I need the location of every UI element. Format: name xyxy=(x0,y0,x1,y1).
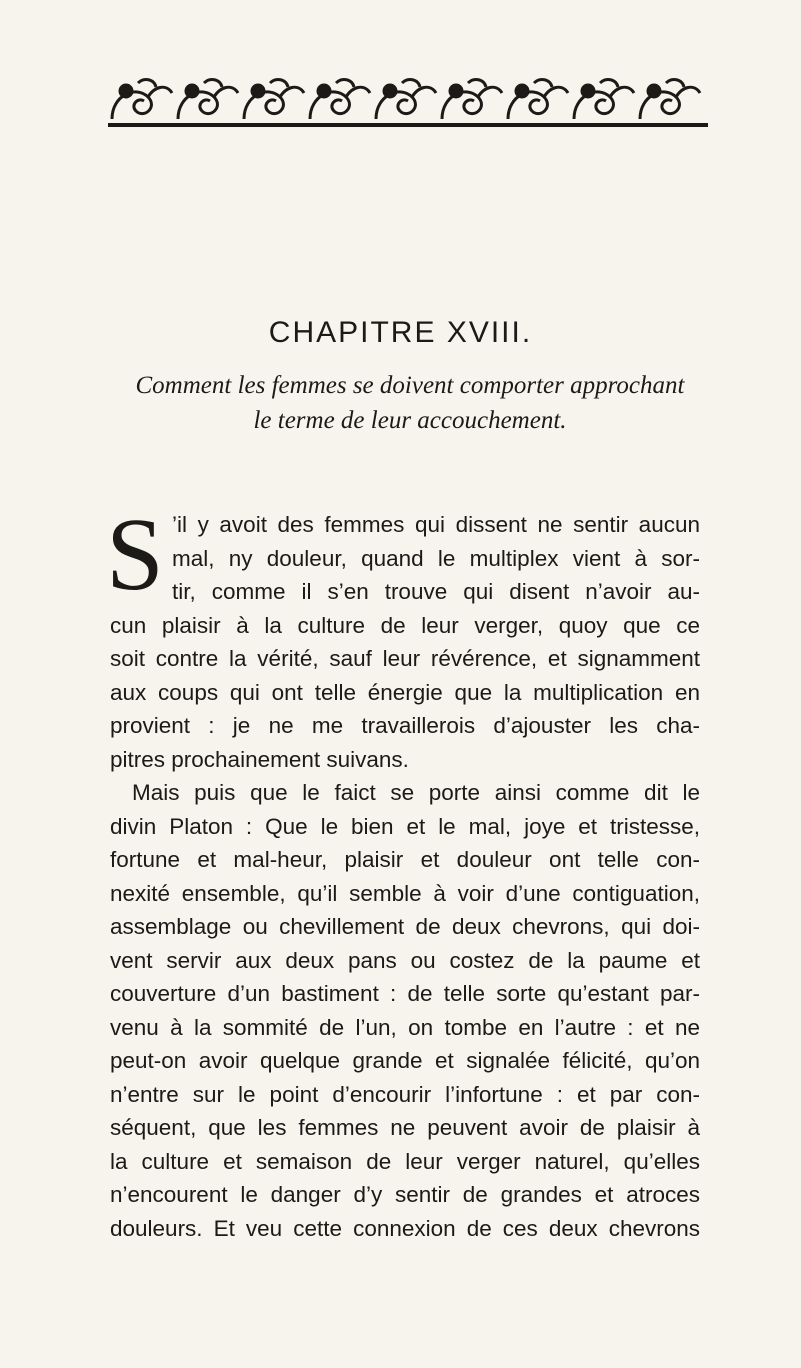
text-line: Mais puis que le faict se porte ainsi comme dit le xyxy=(132,780,700,805)
text-line: vent servir aux deux pans ou costez de la paume et xyxy=(110,947,700,973)
drop-cap: S xyxy=(106,497,164,612)
subtitle-line: le terme de leur accouchement. xyxy=(253,407,567,434)
text-line: pitres prochainement suivans. xyxy=(110,746,409,772)
text-line: la culture et semaison de leur verger naturel, qu’elles xyxy=(110,1148,700,1174)
text-line: venu à la sommité de l’un, on tombe en l’autre : et ne xyxy=(110,1014,700,1040)
text-line: aux coups qui ont telle énergie que la multiplication en xyxy=(110,679,700,705)
opening-paragraph xyxy=(106,497,700,612)
text-line: nexité ensemble, qu’il semble à voir d’une contiguation, xyxy=(110,880,700,906)
chapter-title: CHAPITRE XVIII. xyxy=(268,316,533,349)
text-line: divin Platon : Que le bien et le mal, joye et tristesse, xyxy=(110,813,700,839)
text-line: mal, ny douleur, quand le multiplex vient à sor- xyxy=(172,545,700,571)
chapter-subtitle xyxy=(110,368,710,438)
text-line: n’encourent le danger d’y sentir de grandes et atroces xyxy=(110,1182,700,1207)
text-line: tir, comme il s’en trouve qui disent n’avoir au- xyxy=(172,579,700,604)
chapter-body xyxy=(106,497,700,1245)
text-line: cun plaisir à la culture de leur verger, quoy que ce xyxy=(110,612,700,638)
subtitle-line: Comment les femmes se doivent comporter approchant xyxy=(135,372,685,399)
text-line: fortune et mal-heur, plaisir et douleur ont telle con- xyxy=(110,847,700,872)
text-line: couverture d’un bastiment : de telle sorte qu’estant par- xyxy=(110,981,700,1006)
text-line: peut-on avoir quelque grande et signalée félicité, qu’on xyxy=(110,1048,700,1073)
text-line: ’il y avoit des femmes qui dissent ne sentir aucun xyxy=(172,512,700,537)
floral-ornament-band-icon xyxy=(108,75,708,131)
text-line: n’entre sur le point d’encourir l’infortune : et par con- xyxy=(110,1081,700,1107)
text-line: soit contre la vérité, sauf leur révérence, et signamment xyxy=(110,646,700,671)
text-line: provient : je ne me travaillerois d’ajouster les cha- xyxy=(110,713,700,738)
text-line: séquent, que les femmes ne peuvent avoir de plaisir à xyxy=(110,1115,700,1140)
text-line: douleurs. Et veu cette connexion de ces deux chevrons xyxy=(110,1215,700,1241)
text-line: assemblage ou chevillement de deux chevrons, qui doi- xyxy=(110,914,700,939)
